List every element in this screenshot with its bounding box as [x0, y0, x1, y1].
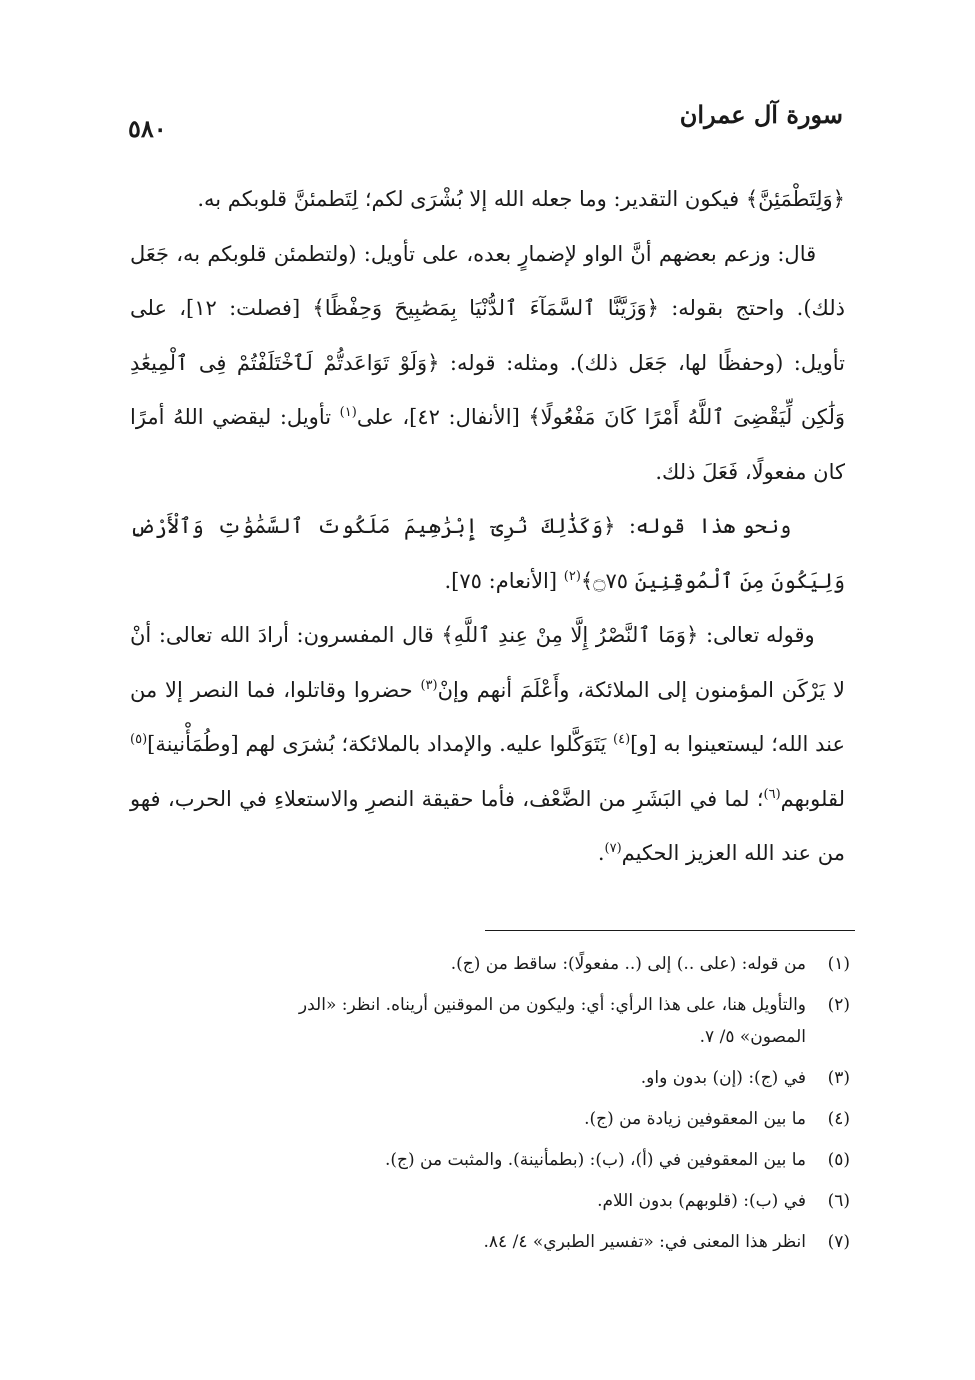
text-run: ونحو هذا قوله: ﴿وَكَذَٰلِكَ نُرِىٓ إِبْرَٰهِيمَ مَلَكُوتَ ٱلسَّمَٰوَٰتِ وَٱلْأَرْضِ وَلِيَكُونَ مِنَ ٱلْمُوقِنِينَ ۝٧٥﴾: [130, 514, 845, 593]
text-run: قال: وزعم بعضهم أنَّ الواو لإضمارٍ بعده، على تأويل: (ولتطمئن قلوبكم به، جَعَل ذلك). واحتج بقوله: ﴿وَزَيَّنَّا ٱلسَّمَآءَ ٱلدُّنْيَا بِمَصَٰبِيحَ وَحِفْظًا﴾ [فصلت: ١٢]، على تأويل: (وحفظًا لها، جَعَل ذلك). ومثله: قوله: ﴿وَلَوْ تَوَاعَدتُّمْ لَٱخْتَلَفْتُمْ فِى ٱلْمِيعَٰدِ وَلَٰكِن لِّيَقْضِىَ ٱللَّهُ أَمْرًا كَانَ مَفْعُولًا﴾ [الأنفال: ٤٢]، على: [130, 241, 845, 429]
footnote-text: في (ب): (قلوبهم) بدون اللام.: [597, 1191, 806, 1211]
footnote-text: من قوله: (على ..) إلى (.. مفعولًا): ساقط من (ج).: [450, 954, 806, 974]
footnote-number: (٦): [827, 1191, 850, 1211]
text-run: وقوله تعالى: ﴿وَمَا ٱلنَّصْرُ إِلَّا مِنْ عِندِ ٱللَّهِ﴾ قال المفسرون: أرادَ الله تعالى: أنْ لا يَرْكَن المؤمنون إلى الملائكة، وأَعْلَمَ أنهم وإنْ: [130, 623, 845, 702]
footnotes: [130, 948, 850, 1267]
paragraph: [130, 608, 845, 881]
paragraph: [130, 499, 845, 608]
footnote-number: (٥): [827, 1150, 850, 1170]
footnote-text: والتأويل هنا، على هذا الرأي: أي: وليكون من الموقنين أريناه. انظر: «الدر: [298, 995, 806, 1015]
text-run: ؛ لما في البَشَرِ من الضَّعْف، فأما حقيقة النصرِ والاستعلاءِ في الحرب، فهو من عند الله العزيز الحكيم: [130, 786, 845, 865]
footnote-ref[interactable]: (٧): [604, 841, 622, 856]
footnote: [130, 948, 850, 980]
footnote-text-continued: المصون» ٥/ ٧.: [699, 1027, 806, 1047]
footnote-ref[interactable]: (٤): [613, 732, 631, 747]
footnote: [130, 1144, 850, 1176]
footnote-ref[interactable]: (٣): [420, 677, 438, 693]
paragraph: [130, 227, 845, 500]
page-header: [128, 100, 843, 143]
footnote-number: (٢): [827, 995, 850, 1015]
footnote-ref[interactable]: (١): [339, 405, 357, 420]
footnote-text: انظر هذا المعنى في: «تفسير الطبري» ٤/ ٨٤.: [483, 1232, 806, 1252]
footnote-number: (٤): [827, 1109, 850, 1129]
main-text: [130, 172, 845, 881]
text-run: [الأنعام: ٧٥].: [444, 568, 558, 593]
paragraph: [130, 172, 845, 227]
page-number: ٥٨٠: [128, 114, 167, 143]
text-run: يَتَوَكَّلوا عليه. والإمداد بالملائكة؛ بُشرَى لهم [وطُمَأْنينة]: [147, 732, 607, 756]
footnote: [130, 1226, 850, 1258]
footnote-ref[interactable]: (٥): [130, 732, 148, 747]
text-run: تأويل: ليقضي اللهُ أمرًا كان مفعولًا، فَعَلَ ذلك.: [130, 405, 845, 484]
text-run: ﴿وَلِتَطْمَئِنَّ﴾ فيكون التقدير: وما جعله الله إلا بُشْرَى لكم؛ لِتَطمئنَّ قلوبكم به.: [197, 187, 845, 211]
text-run: لقلوبهم: [780, 786, 845, 811]
surah-title: سورة آل عمران: [679, 100, 843, 129]
text-run: حضروا وقاتلوا، فما النصر إلا من عند الله؛ ليستعينوا به [و]: [130, 677, 845, 756]
footnote: [130, 989, 850, 1053]
footnote: [130, 1103, 850, 1135]
footnote-ref[interactable]: (٢): [563, 568, 581, 584]
footnote-number: (١): [827, 954, 850, 974]
footnote-number: (٧): [827, 1232, 850, 1252]
footnote-number: (٣): [827, 1068, 850, 1088]
footnote-text: في (ج): (إن) بدون واو.: [640, 1068, 806, 1088]
footnote: [130, 1062, 850, 1094]
footnote: [130, 1185, 850, 1217]
footnote-text: ما بين المعقوفين في (أ)، (ب): (بطمأنينة). والمثبت من (ج).: [384, 1150, 806, 1170]
footnote-divider: [485, 930, 855, 931]
footnote-text: ما بين المعقوفين زيادة من (ج).: [584, 1109, 806, 1129]
text-run: .: [597, 841, 605, 865]
footnote-ref[interactable]: (٦): [763, 786, 781, 802]
